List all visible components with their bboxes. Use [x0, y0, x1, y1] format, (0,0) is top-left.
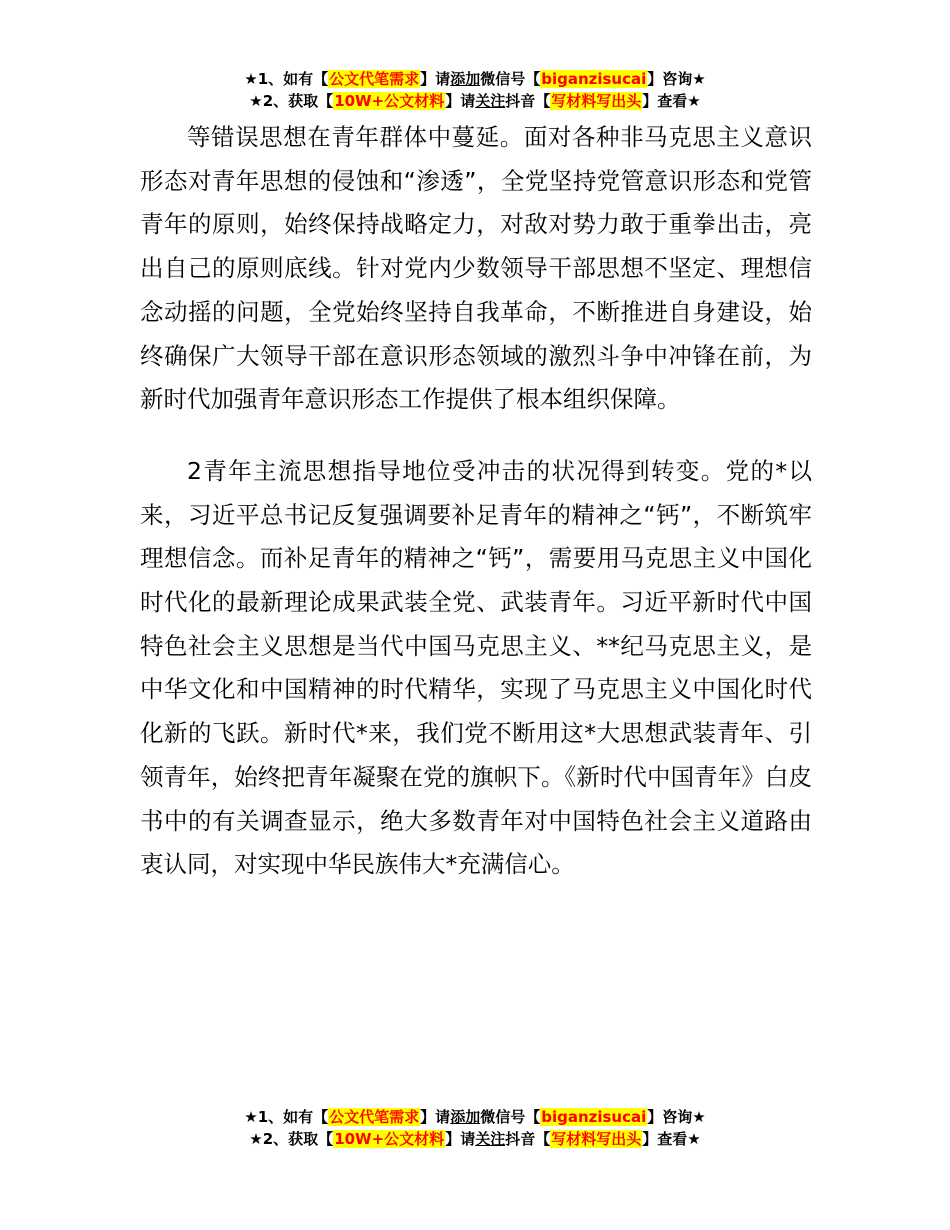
header-line-1-highlight-service: 公文代笔需求	[329, 70, 420, 88]
header-banner	[0, 68, 950, 112]
document-body	[140, 116, 812, 887]
header-line-1-mid: 】请	[420, 70, 451, 88]
header-line-2-emphasis: 关注	[475, 92, 506, 110]
header-line-1-highlight-wechat: biganzisucai	[541, 70, 647, 88]
header-line-1-suffix: 】咨询★	[647, 70, 706, 88]
body-paragraph-2: 2青年主流思想指导地位受冲击的状况得到转变。党的*以来，习近平总书记反复强调要补足青年的精神之“钙”，不断筑牢理想信念。而补足青年的精神之“钙”，需要用马克思主义中国化时代化的最新理论成果武装全党、武装青年。习近平新时代中国特色社会主义思想是当代中国马克思主义、**纪马克思主义，是中华文化和中国精神的时代精华，实现了马克思主义中国化时代化新的飞跃。新时代*来，我们党不断用这*大思想武装青年、引领青年，始终把青年凝聚在党的旗帜下。《新时代中国青年》白皮书中的有关调查显示，绝大多数青年对中国特色社会主义道路由衷认同，对实现中华民族伟大*充满信心。	[140, 456, 812, 879]
header-line-1-prefix: ★1、如有【	[244, 70, 329, 88]
footer-line-1-mid: 】请	[420, 1108, 451, 1126]
footer-line-2-highlight-douyin: 写材料写出头	[551, 1130, 642, 1148]
header-line-2-mid-2: 抖音【	[505, 92, 551, 110]
footer-line-1-mid-2: 微信号【	[480, 1108, 541, 1126]
body-paragraph-1: 等错误思想在青年群体中蔓延。面对各种非马克思主义意识形态对青年思想的侵蚀和“渗透”，全党坚持党管意识形态和党管青年的原则，始终保持战略定力，对敌对势力敢于重拳出击，亮出自己的原则底线。针对党内少数领导干部思想不坚定、理想信念动摇的问题，全党始终坚持自我革命，不断推进自身建设，始终确保广大领导干部在意识形态领域的激烈斗争中冲锋在前，为新时代加强青年意识形态工作提供了根本组织保障。	[140, 123, 812, 414]
footer-line-1-highlight-wechat: biganzisucai	[541, 1108, 647, 1126]
footer-line-1	[0, 1106, 950, 1128]
header-line-1	[0, 68, 950, 90]
footer-line-1-prefix: ★1、如有【	[244, 1108, 329, 1126]
footer-line-1-suffix: 】咨询★	[647, 1108, 706, 1126]
footer-line-2-prefix: ★2、获取【	[249, 1130, 334, 1148]
footer-line-1-highlight-service: 公文代笔需求	[329, 1108, 420, 1126]
header-line-2	[0, 90, 950, 112]
header-line-2-mid: 】请	[445, 92, 476, 110]
footer-line-1-emphasis: 添加	[450, 1108, 481, 1126]
footer-line-2-highlight-materials: 10W+公文材料	[334, 1130, 445, 1148]
header-line-2-prefix: ★2、获取【	[249, 92, 334, 110]
footer-banner	[0, 1106, 950, 1150]
header-line-2-highlight-materials: 10W+公文材料	[334, 92, 445, 110]
footer-line-2	[0, 1128, 950, 1150]
header-line-1-emphasis: 添加	[450, 70, 481, 88]
header-line-1-mid-2: 微信号【	[480, 70, 541, 88]
header-line-2-highlight-douyin: 写材料写出头	[551, 92, 642, 110]
header-line-2-suffix: 】查看★	[642, 92, 701, 110]
footer-line-2-emphasis: 关注	[475, 1130, 506, 1148]
footer-line-2-mid-2: 抖音【	[505, 1130, 551, 1148]
footer-line-2-mid: 】请	[445, 1130, 476, 1148]
footer-line-2-suffix: 】查看★	[642, 1130, 701, 1148]
